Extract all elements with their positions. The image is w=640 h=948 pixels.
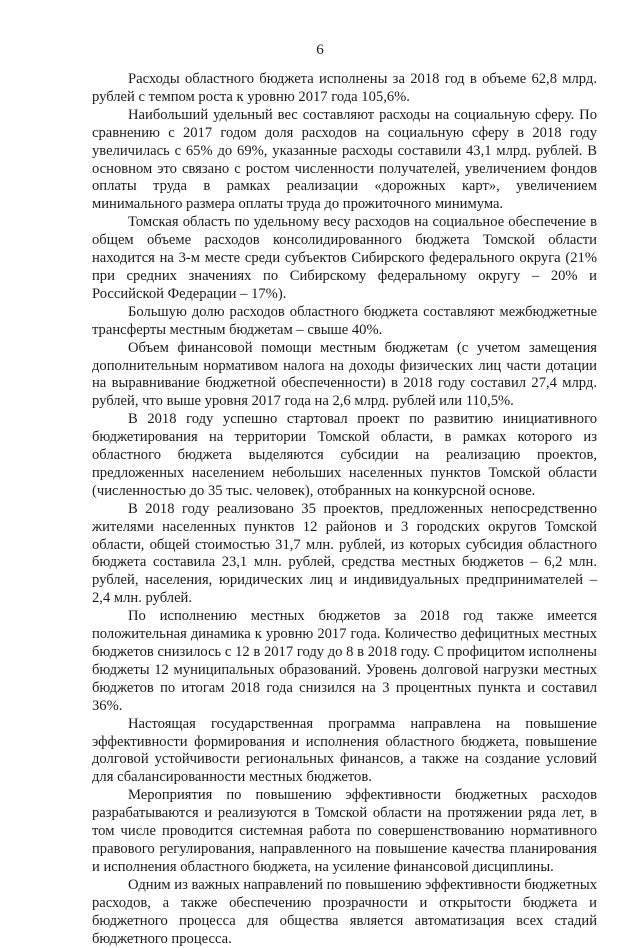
- paragraph: Большую долю расходов областного бюджета составляют межбюджетные трансферты местным бюджетам – свыше 40%.: [92, 303, 597, 338]
- paragraph: По исполнению местных бюджетов за 2018 год также имеется положительная динамика к уровню 2017 года. Количество дефицитных местных бюджетов снизилось с 12 в 2017 году до 8 в 2018 году. С профицитом исполнены бюджеты 12 муниципальных образований. Уровень долговой нагрузки местных бюджетов по итогам 2018 года снизился на 3 процентных пункта и составил 36%.: [92, 608, 597, 714]
- document-body: [92, 71, 597, 948]
- paragraph: В 2018 году реализовано 35 проектов, предложенных непосредственно жителями населенных пунктов 12 районов и 3 городских округов Томской области, общей стоимостью 31,7 млн. рублей, из которых субсидия областного бюджета составила 23,1 млн. рублей, средства местных бюджетов – 6,2 млн. рублей, населения, юридических лиц и индивидуальных предпринимателей – 2,4 млн. рублей.: [92, 500, 597, 607]
- paragraph: Расходы областного бюджета исполнены за 2018 год в объеме 62,8 млрд. рублей с темпом роста к уровню 2017 года 105,6%.: [92, 71, 597, 105]
- paragraph: Настоящая государственная программа направлена на повышение эффективности формирования и исполнения областного бюджета, повышение долговой устойчивости региональных финансов, а также на создание условий для сбалансированности местных бюджетов.: [92, 715, 597, 786]
- paragraph: Объем финансовой помощи местным бюджетам (с учетом замещения дополнительным нормативом налога на доходы физических лиц части дотации на выравнивание бюджетной обеспеченности) в 2018 году составил 27,4 млрд. рублей, что выше уровня 2017 года на 2,6 млрд. рублей или 110,5%.: [92, 339, 597, 410]
- page-number: 6: [316, 42, 324, 58]
- paragraph: Мероприятия по повышению эффективности бюджетных расходов разрабатываются и реализуются в Томской области на протяжении ряда лет, в том числе проводится системная работа по совершенствованию нормативного правового регулирования, направленного на повышение качества планирования и исполнения областного бюджета, на усиление финансовой дисциплины.: [92, 787, 597, 875]
- paragraph: Томская область по удельному весу расходов на социальное обеспечение в общем объеме расходов консолидированного бюджета Томской области находится на 3-м месте среди субъектов Сибирского федерального округа (21% при средних значениях по Сибирскому федеральному округу – 20% и Российской Федерации – 17%).: [92, 214, 597, 302]
- paragraph: В 2018 году успешно стартовал проект по развитию инициативного бюджетирования на территории Томской области, в рамках которого из областного бюджета выделяются субсидии на реализацию проектов, предложенных населением небольших населенных пунктов Томской области (численностью до 35 тыс. человек), отобранных на конкурсной основе.: [92, 411, 597, 499]
- paragraph: Наибольший удельный вес составляют расходы на социальную сферу. По сравнению с 2017 годом доля расходов на социальную сферу в 2018 году увеличилась с 65% до 69%, указанные расходы составили 43,1 млрд. рублей. В основном это связано с ростом численности получателей, увеличением фондов оплаты труда в рамках реализации «дорожных карт», увеличением минимального размера оплаты труда до прожиточного минимума.: [92, 106, 597, 213]
- paragraph: Одним из важных направлений по повышению эффективности бюджетных расходов, а также обеспечению прозрачности и открытости бюджета и бюджетного процесса для общества является автоматизация всех стадий бюджетного процесса.: [92, 876, 597, 947]
